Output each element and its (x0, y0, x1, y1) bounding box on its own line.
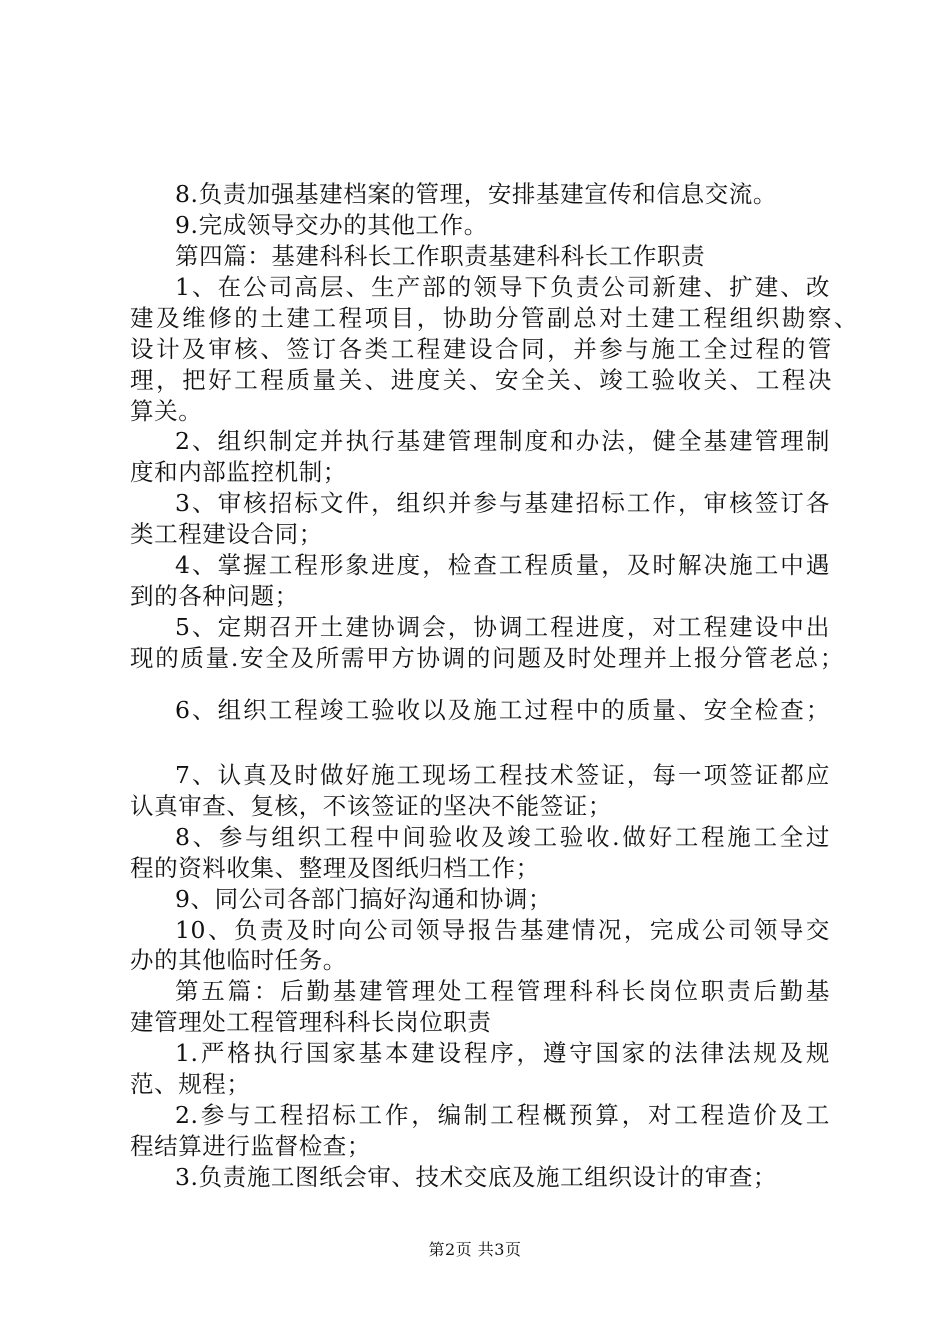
text-line: 范、规程； (130, 1070, 251, 1098)
text-line: 3、审核招标文件，组织并参与基建招标工作，审核签订各 (175, 489, 830, 517)
text-line: 8、参与组织工程中间验收及竣工验收.做好工程施工全过 (175, 823, 830, 851)
text-line: 8.负责加强基建档案的管理，安排基建宣传和信息交流。 (175, 180, 778, 208)
section-heading: 建管理处工程管理科科长岗位职责 (130, 1008, 492, 1036)
text-line: 10、负责及时向公司领导报告基建情况，完成公司领导交 (175, 916, 830, 944)
text-line: 1、在公司高层、生产部的领导下负责公司新建、扩建、改 (175, 273, 830, 301)
text-line: 现的质量.安全及所需甲方协调的问题及时处理并上报分管老总； (130, 644, 844, 672)
text-line: 5、定期召开土建协调会，协调工程进度，对工程建设中出 (175, 613, 830, 641)
text-line: 理，把好工程质量关、进度关、安全关、竣工验收关、工程决 (130, 366, 832, 394)
text-line: 9.完成领导交办的其他工作。 (175, 211, 488, 239)
section-heading: 第四篇：基建科科长工作职责基建科科长工作职责 (175, 242, 706, 270)
text-line: 类工程建设合同； (130, 520, 323, 548)
text-line: 度和内部监控机制； (130, 458, 347, 486)
text-line: 设计及审核、签订各类工程建设合同，并参与施工全过程的管 (130, 335, 832, 363)
text-line: 到的各种问题； (130, 582, 299, 610)
text-line: 办的其他临时任务。 (130, 946, 347, 974)
text-line: 认真审查、复核，不该签证的坚决不能签证； (130, 792, 612, 820)
text-line: 6、组织工程竣工验收以及施工过程中的质量、安全检查； (175, 696, 830, 724)
text-line: 建及维修的土建工程项目，协助分管副总对土建工程组织勘察、 (130, 304, 858, 332)
page-number: 第2页 共3页 (428, 1240, 522, 1259)
text-line: 程结算进行监督检查； (130, 1132, 371, 1160)
text-line: 1.严格执行国家基本建设程序，遵守国家的法律法规及规 (175, 1039, 830, 1067)
text-line: 3.负责施工图纸会审、技术交底及施工组织设计的审查； (175, 1163, 778, 1191)
text-line: 9、同公司各部门搞好沟通和协调； (175, 885, 553, 913)
text-line: 程的资料收集、整理及图纸归档工作； (130, 854, 540, 882)
text-line: 算关。 (130, 397, 203, 425)
text-line: 2、组织制定并执行基建管理制度和办法，健全基建管理制 (175, 427, 830, 455)
text-line: 7、认真及时做好施工现场工程技术签证，每一项签证都应 (175, 761, 830, 789)
section-heading: 第五篇：后勤基建管理处工程管理科科长岗位职责后勤基 (175, 977, 830, 1005)
text-line: 4、掌握工程形象进度，检查工程质量，及时解决施工中遇 (175, 551, 830, 579)
text-line: 2.参与工程招标工作，编制工程概预算，对工程造价及工 (175, 1101, 830, 1129)
